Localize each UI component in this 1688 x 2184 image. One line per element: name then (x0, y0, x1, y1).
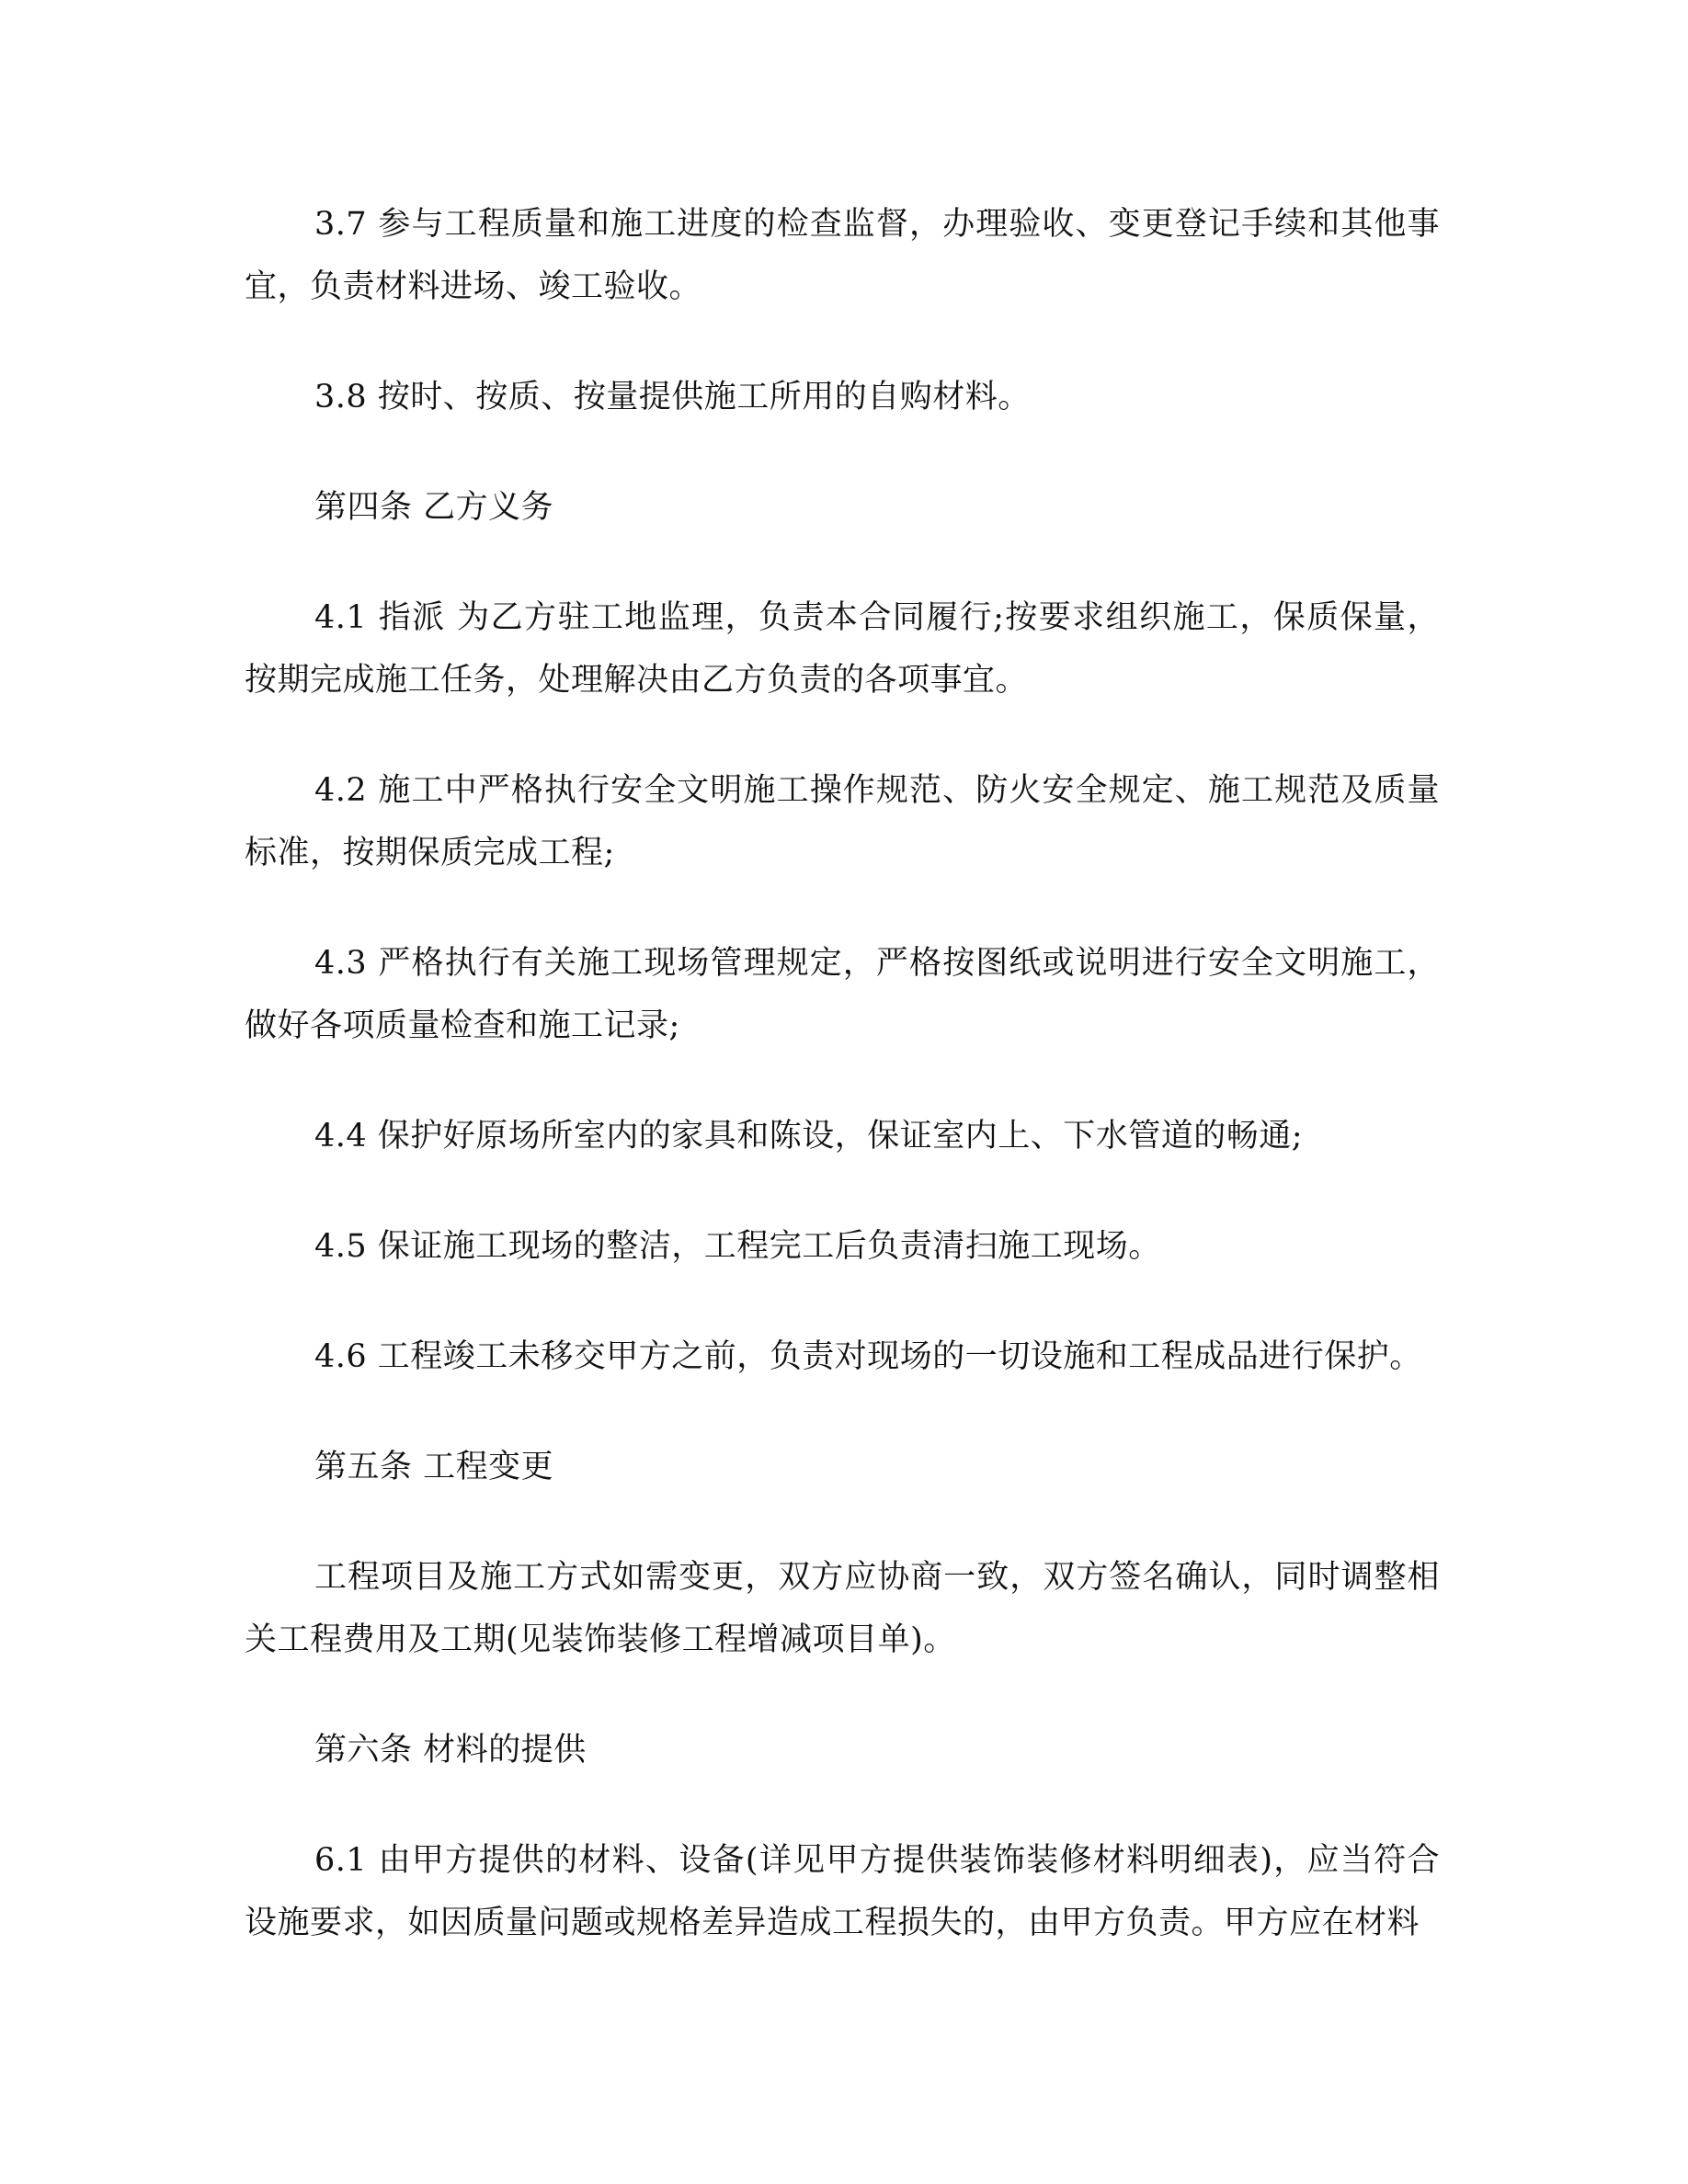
article-5-body: 工程项目及施工方式如需变更，双方应协商一致，双方签名确认，同时调整相关工程费用及工期(见装饰装修工程增减项目单)。 (245, 1559, 1440, 1658)
article-5-heading: 第五条 工程变更 (314, 1449, 554, 1485)
document-body (245, 193, 1440, 2002)
clause-3-7: 3.7 参与工程质量和施工进度的检查监督，办理验收、变更登记手续和其他事宜，负责材料进场、竣工验收。 (245, 206, 1440, 305)
clause-4-5: 4.5 保证施工现场的整洁，工程完工后负责清扫施工现场。 (314, 1228, 1161, 1265)
clause-4-3: 4.3 严格执行有关施工现场管理规定，严格按图纸或说明进行安全文明施工，做好各项质量检查和施工记录; (245, 945, 1440, 1044)
clause-6-1: 6.1 由甲方提供的材料、设备(详见甲方提供装饰装修材料明细表)，应当符合设施要求，如因质量问题或规格差异造成工程损失的，由甲方负责。甲方应在材料 (245, 1842, 1440, 1941)
clause-4-2: 4.2 施工中严格执行安全文明施工操作规范、防火安全规定、施工规范及质量标准，按期保质完成工程; (245, 772, 1440, 871)
article-4-heading: 第四条 乙方义务 (314, 489, 554, 526)
clause-3-8: 3.8 按时、按质、按量提供施工所用的自购材料。 (314, 379, 1031, 415)
article-6-heading: 第六条 材料的提供 (314, 1732, 587, 1769)
clause-4-4: 4.4 保护好原场所室内的家具和陈设，保证室内上、下水管道的畅通; (314, 1118, 1304, 1155)
clause-4-1: 4.1 指派 为乙方驻工地监理，负责本合同履行;按要求组织施工，保质保量，按期完成施工任务，处理解决由乙方负责的各项事宜。 (245, 599, 1440, 699)
clause-4-6: 4.6 工程竣工未移交甲方之前，负责对现场的一切设施和工程成品进行保护。 (314, 1338, 1422, 1375)
